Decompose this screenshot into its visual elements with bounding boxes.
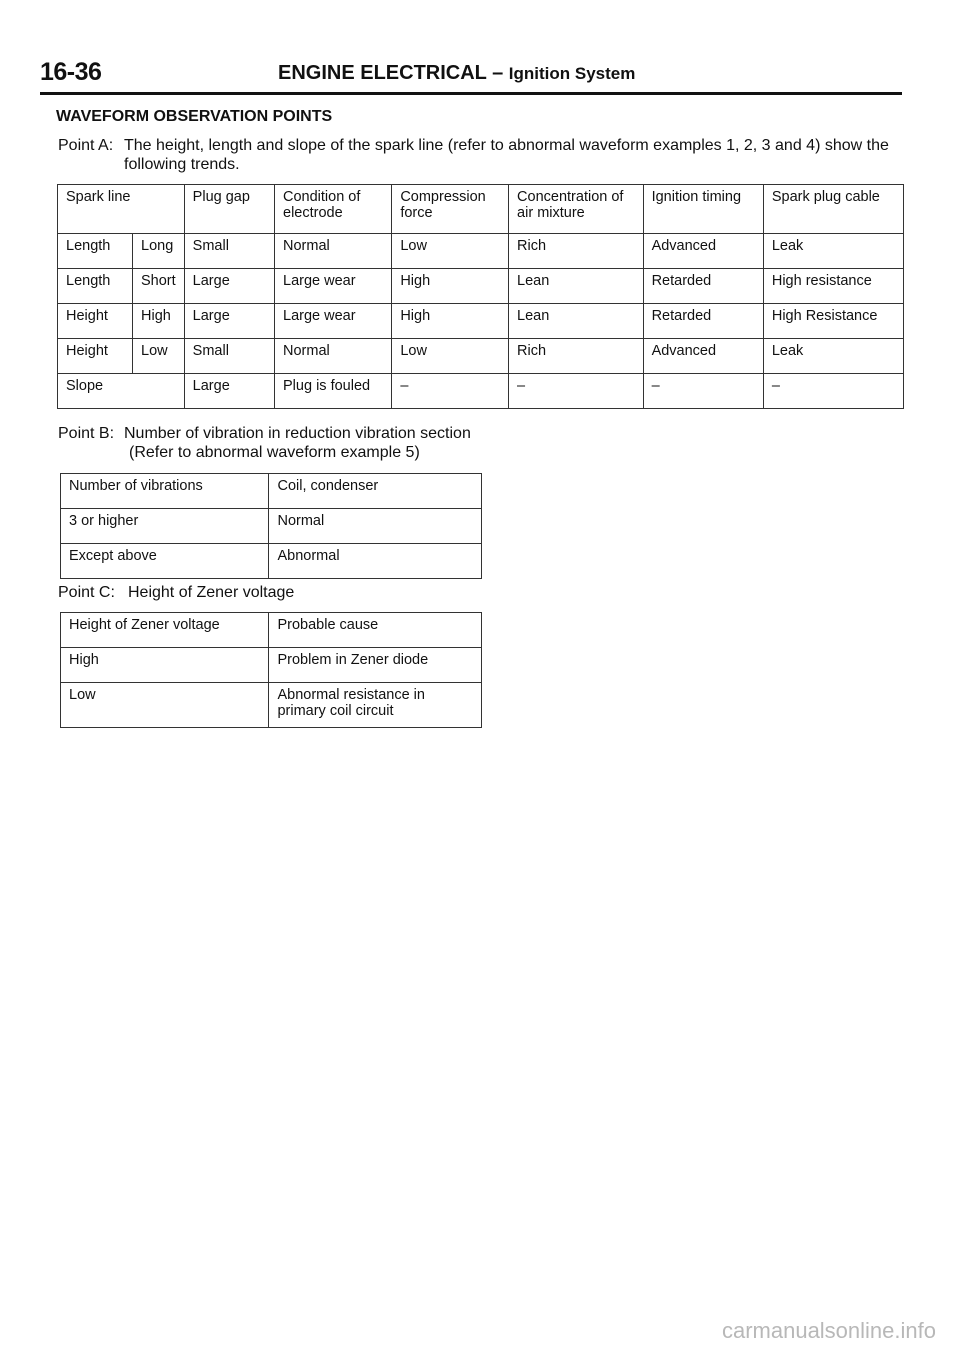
- header-cell: Number of vibrations: [61, 474, 269, 509]
- point-a-table: [57, 184, 904, 409]
- chapter-label: ENGINE ELECTRICAL –: [278, 62, 504, 84]
- table-cell: High: [392, 304, 509, 339]
- point-a-label: Point A:: [58, 137, 114, 154]
- header-cell: Condition of electrode: [275, 185, 392, 234]
- table-row: [58, 269, 904, 304]
- table-cell: Normal: [275, 234, 392, 269]
- spark-line-cell: [58, 269, 185, 304]
- table-cell: Small: [184, 339, 274, 374]
- table-cell: Advanced: [643, 339, 763, 374]
- table-cell: Normal: [269, 509, 482, 544]
- table-row: [61, 544, 482, 579]
- header-cell: Compression force: [392, 185, 509, 234]
- table-cell: Large: [184, 374, 274, 409]
- header-cell: Probable cause: [269, 613, 482, 648]
- header-cell: Coil, condenser: [269, 474, 482, 509]
- page-number: 16-36: [40, 58, 102, 86]
- point-a-text: The height, length and slope of the spark line (refer to abnormal waveform examples 1, 2, 3 and 4) show the following trends.: [124, 137, 889, 173]
- section-title: WAVEFORM OBSERVATION POINTS: [56, 108, 333, 125]
- point-a-paragraph: [58, 136, 904, 176]
- point-b-text-2: (Refer to abnormal waveform example 5): [129, 444, 420, 461]
- table-cell: 3 or higher: [61, 509, 269, 544]
- spark-line-cell: [58, 339, 185, 374]
- header-cell: Spark plug cable: [763, 185, 903, 234]
- header-cell: Spark line: [58, 185, 185, 234]
- table-cell: High Resistance: [763, 304, 903, 339]
- point-b-paragraph: [58, 424, 658, 464]
- table-cell: Length: [58, 269, 133, 303]
- point-b-label: Point B:: [58, 425, 115, 442]
- table-cell: Low: [392, 339, 509, 374]
- table-cell: –: [643, 374, 763, 409]
- table-cell: Retarded: [643, 304, 763, 339]
- table-cell: Short: [141, 273, 176, 289]
- table-header-row: [58, 185, 904, 234]
- table-cell: Low: [61, 683, 269, 728]
- chapter-title: [278, 62, 635, 85]
- table-cell: –: [509, 374, 644, 409]
- table-cell: Abnormal resistance in primary coil circuit: [269, 683, 482, 728]
- table-cell: Rich: [509, 234, 644, 269]
- table-cell: Plug is fouled: [275, 374, 392, 409]
- section-label: Ignition System: [508, 64, 636, 83]
- point-c-text: Height of Zener voltage: [128, 584, 295, 601]
- table-cell: High: [61, 648, 269, 683]
- table-cell: Length: [58, 234, 133, 268]
- header-cell: Height of Zener voltage: [61, 613, 269, 648]
- table-cell: Leak: [763, 234, 903, 269]
- table-row: [61, 509, 482, 544]
- table-cell: Advanced: [643, 234, 763, 269]
- table-cell: Long: [141, 238, 174, 254]
- table-cell: Height: [58, 339, 133, 373]
- header-cell: Ignition timing: [643, 185, 763, 234]
- header-cell: Concentration of air mixture: [509, 185, 644, 234]
- table-cell: Slope: [58, 374, 185, 409]
- table-cell: Abnormal: [269, 544, 482, 579]
- table-row: [58, 339, 904, 374]
- table-row: [58, 304, 904, 339]
- table-header-row: [61, 613, 482, 648]
- point-c-label: Point C:: [58, 584, 115, 601]
- watermark: carmanualsonline.info: [721, 1318, 936, 1343]
- table-row: [58, 234, 904, 269]
- table-cell: Lean: [509, 269, 644, 304]
- header-cell: Plug gap: [184, 185, 274, 234]
- table-cell: Rich: [509, 339, 644, 374]
- point-b-table: [60, 473, 482, 579]
- table-cell: High resistance: [763, 269, 903, 304]
- point-c-table: [60, 612, 482, 728]
- spark-line-cell: [58, 304, 185, 339]
- table-cell: High: [141, 308, 171, 324]
- table-cell: Leak: [763, 339, 903, 374]
- table-header-row: [61, 474, 482, 509]
- table-cell: Lean: [509, 304, 644, 339]
- table-cell: Retarded: [643, 269, 763, 304]
- table-cell: Large wear: [275, 269, 392, 304]
- table-cell: –: [392, 374, 509, 409]
- table-row: [61, 683, 482, 728]
- table-cell: –: [763, 374, 903, 409]
- table-cell: Large: [184, 304, 274, 339]
- point-b-text: Number of vibration in reduction vibration section: [124, 425, 471, 442]
- table-cell: Problem in Zener diode: [269, 648, 482, 683]
- table-cell: Low: [141, 343, 168, 359]
- table-cell: Low: [392, 234, 509, 269]
- table-cell: Small: [184, 234, 274, 269]
- table-row: [58, 374, 904, 409]
- spark-line-cell: [58, 234, 185, 269]
- table-cell: Except above: [61, 544, 269, 579]
- page-header: [40, 58, 902, 95]
- table-cell: Height: [58, 304, 133, 338]
- table-cell: Large: [184, 269, 274, 304]
- table-row: [61, 648, 482, 683]
- table-cell: Large wear: [275, 304, 392, 339]
- point-c-paragraph: [58, 583, 658, 603]
- table-cell: Normal: [275, 339, 392, 374]
- table-cell: High: [392, 269, 509, 304]
